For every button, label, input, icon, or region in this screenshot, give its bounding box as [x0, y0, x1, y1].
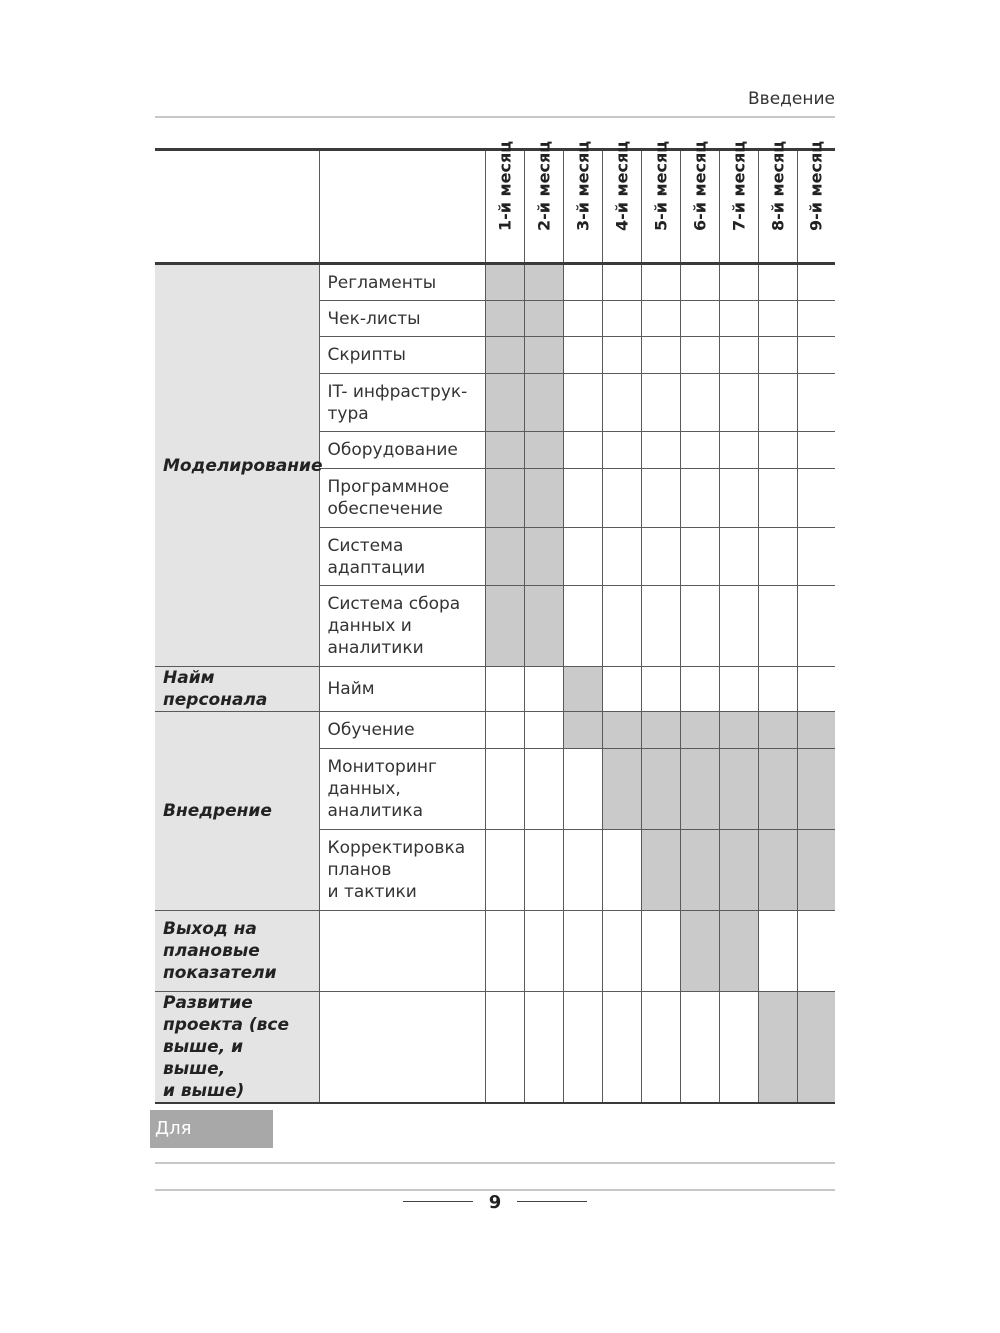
table-body [155, 264, 835, 1104]
month-cell [524, 712, 563, 749]
active-month-cell [485, 432, 524, 469]
month-cell [719, 528, 758, 586]
active-month-cell [797, 712, 835, 749]
active-month-cell [719, 749, 758, 830]
month-cell [602, 586, 641, 667]
month-cell [563, 528, 602, 586]
active-month-cell [758, 749, 797, 830]
active-month-cell [524, 528, 563, 586]
month-cell [563, 301, 602, 337]
active-month-cell [641, 712, 680, 749]
month-cell [485, 712, 524, 749]
month-cell [797, 264, 835, 301]
task-label: Скрипты [327, 345, 406, 365]
task-label: Система сбора данных и аналитики [327, 594, 461, 658]
month-cell [680, 586, 719, 667]
month-cell [563, 830, 602, 911]
folio-line-right [517, 1201, 587, 1202]
month-cell [719, 432, 758, 469]
month-header-6 [680, 140, 719, 264]
active-month-cell [485, 374, 524, 432]
month-header-7 [719, 140, 758, 264]
month-cell [641, 432, 680, 469]
month-cell [602, 830, 641, 911]
month-cell [563, 992, 602, 1104]
month-cell [680, 667, 719, 712]
table-header-row [155, 150, 835, 264]
month-cell [524, 667, 563, 712]
month-cell [641, 469, 680, 528]
month-cell [680, 469, 719, 528]
table-row [155, 667, 835, 712]
month-cell [602, 469, 641, 528]
task-cell [319, 301, 485, 337]
active-month-cell [485, 528, 524, 586]
month-cell [641, 911, 680, 992]
month-cell [524, 992, 563, 1104]
task-cell [319, 586, 485, 667]
month-cell [485, 830, 524, 911]
task-cell [319, 712, 485, 749]
month-cell [485, 911, 524, 992]
month-cell [680, 374, 719, 432]
active-month-cell [797, 830, 835, 911]
month-cell [602, 992, 641, 1104]
active-month-cell [524, 337, 563, 374]
task-label: Корректировка планов и тактики [327, 838, 466, 902]
month-label: 6-й месяц [690, 140, 709, 231]
active-month-cell [524, 586, 563, 667]
active-month-cell [758, 992, 797, 1104]
table-row [155, 911, 835, 992]
month-header-9 [797, 140, 835, 264]
month-cell [641, 337, 680, 374]
month-cell [719, 301, 758, 337]
task-label: Регламенты [327, 272, 437, 293]
month-header-2 [524, 140, 563, 264]
active-month-cell [719, 830, 758, 911]
month-cell [602, 264, 641, 301]
active-month-cell [758, 830, 797, 911]
running-head: Введение [748, 89, 835, 109]
task-cell [319, 992, 485, 1104]
active-month-cell [524, 432, 563, 469]
active-month-cell [797, 992, 835, 1104]
task-label: Система адаптации [327, 535, 426, 578]
month-cell [758, 528, 797, 586]
active-month-cell [602, 749, 641, 830]
month-cell [758, 264, 797, 301]
stage-label: Найм персонала [163, 668, 268, 710]
task-cell [319, 911, 485, 992]
table-row [155, 992, 835, 1104]
task-cell [319, 667, 485, 712]
month-cell [719, 667, 758, 712]
task-label: Обучение [327, 720, 415, 740]
active-month-cell [485, 301, 524, 337]
task-cell [319, 749, 485, 830]
active-month-cell [524, 264, 563, 301]
active-month-cell [758, 712, 797, 749]
month-cell [758, 911, 797, 992]
active-month-cell [719, 911, 758, 992]
month-label: 5-й месяц [651, 140, 670, 231]
task-cell [319, 528, 485, 586]
month-cell [797, 528, 835, 586]
month-cell [641, 301, 680, 337]
month-cell [719, 264, 758, 301]
table-row [155, 264, 835, 301]
month-cell [602, 301, 641, 337]
month-header-4 [602, 140, 641, 264]
month-label: 9-й месяц [806, 140, 826, 231]
month-cell [680, 992, 719, 1104]
month-cell [680, 264, 719, 301]
task-cell [319, 432, 485, 469]
month-cell [797, 667, 835, 712]
notes-rule [155, 1162, 835, 1164]
month-cell [758, 586, 797, 667]
active-month-cell [485, 469, 524, 528]
month-cell [758, 301, 797, 337]
month-cell [719, 586, 758, 667]
task-label: Мониторинг данных, аналитика [327, 757, 437, 821]
month-label: 7-й месяц [729, 140, 748, 231]
active-month-cell [485, 586, 524, 667]
month-cell [485, 667, 524, 712]
active-month-cell [563, 712, 602, 749]
month-cell [485, 992, 524, 1104]
task-label: IT- инфраструк- тура [327, 381, 468, 424]
header-task-cell [319, 150, 485, 264]
month-cell [680, 337, 719, 374]
month-cell [563, 469, 602, 528]
active-month-cell [485, 337, 524, 374]
stage-cell [155, 667, 319, 712]
stage-label: Развитие проекта (все выше, и выше, и выше) [163, 993, 290, 1101]
month-cell [602, 374, 641, 432]
month-cell [485, 749, 524, 830]
active-month-cell [524, 469, 563, 528]
month-cell [719, 469, 758, 528]
month-cell [719, 337, 758, 374]
active-month-cell [641, 749, 680, 830]
month-cell [641, 667, 680, 712]
stage-label: Внедрение [163, 801, 272, 821]
month-cell [797, 911, 835, 992]
stage-cell [155, 911, 319, 992]
month-header-3 [563, 140, 602, 264]
month-cell [602, 667, 641, 712]
table-row [155, 712, 835, 749]
month-cell [719, 992, 758, 1104]
month-cell [563, 264, 602, 301]
month-cell [797, 432, 835, 469]
page-number: 9 [488, 1192, 502, 1213]
active-month-cell [719, 712, 758, 749]
task-cell [319, 469, 485, 528]
notes-label: Для заметок [150, 1110, 273, 1148]
task-label: Оборудование [327, 440, 458, 460]
task-cell [319, 337, 485, 374]
month-label: 8-й месяц [768, 140, 787, 231]
active-month-cell [797, 749, 835, 830]
task-label: Чек-листы [327, 308, 421, 329]
month-cell [641, 586, 680, 667]
active-month-cell [602, 712, 641, 749]
active-month-cell [680, 911, 719, 992]
month-cell [641, 992, 680, 1104]
footer-rule [155, 1189, 835, 1191]
month-cell [797, 469, 835, 528]
task-cell [319, 374, 485, 432]
month-cell [797, 337, 835, 374]
month-cell [563, 337, 602, 374]
month-cell [641, 374, 680, 432]
month-cell [563, 374, 602, 432]
active-month-cell [680, 749, 719, 830]
stage-label: Выход на плановые показатели [163, 919, 277, 983]
active-month-cell [641, 830, 680, 911]
month-cell [602, 528, 641, 586]
month-label: 3-й месяц [573, 140, 592, 231]
month-cell [758, 667, 797, 712]
month-label: 4-й месяц [612, 140, 631, 231]
month-cell [797, 301, 835, 337]
active-month-cell [680, 830, 719, 911]
month-cell [563, 911, 602, 992]
month-label: 1-й месяц [495, 140, 514, 231]
month-cell [680, 432, 719, 469]
month-cell [758, 432, 797, 469]
task-label: Программное обеспечение [327, 477, 450, 519]
month-cell [758, 374, 797, 432]
month-header-8 [758, 140, 797, 264]
month-cell [641, 528, 680, 586]
month-cell [758, 337, 797, 374]
month-cell [758, 469, 797, 528]
month-cell [524, 749, 563, 830]
stage-cell [155, 264, 323, 667]
month-cell [641, 264, 680, 301]
month-cell [563, 749, 602, 830]
task-cell [319, 264, 485, 301]
month-cell [524, 911, 563, 992]
header-rule [155, 116, 835, 118]
active-month-cell [563, 667, 602, 712]
project-timeline-table [155, 140, 835, 1104]
month-cell [719, 374, 758, 432]
month-cell [797, 374, 835, 432]
stage-cell [155, 712, 319, 911]
month-cell [563, 432, 602, 469]
task-label: Найм [327, 679, 375, 699]
month-cell [524, 830, 563, 911]
month-cell [680, 528, 719, 586]
month-cell [680, 301, 719, 337]
month-cell [602, 911, 641, 992]
active-month-cell [524, 374, 563, 432]
stage-label: Моделирование [163, 455, 323, 476]
active-month-cell [485, 264, 524, 301]
active-month-cell [680, 712, 719, 749]
stage-cell [155, 992, 319, 1104]
month-header-5 [641, 140, 680, 264]
month-cell [797, 586, 835, 667]
task-cell [319, 830, 485, 911]
folio-line-left [403, 1201, 473, 1202]
header-stage-cell [155, 150, 319, 264]
month-header-1 [485, 140, 524, 264]
month-cell [602, 432, 641, 469]
month-cell [602, 337, 641, 374]
active-month-cell [524, 301, 563, 337]
month-label: 2-й месяц [534, 140, 553, 231]
month-cell [563, 586, 602, 667]
